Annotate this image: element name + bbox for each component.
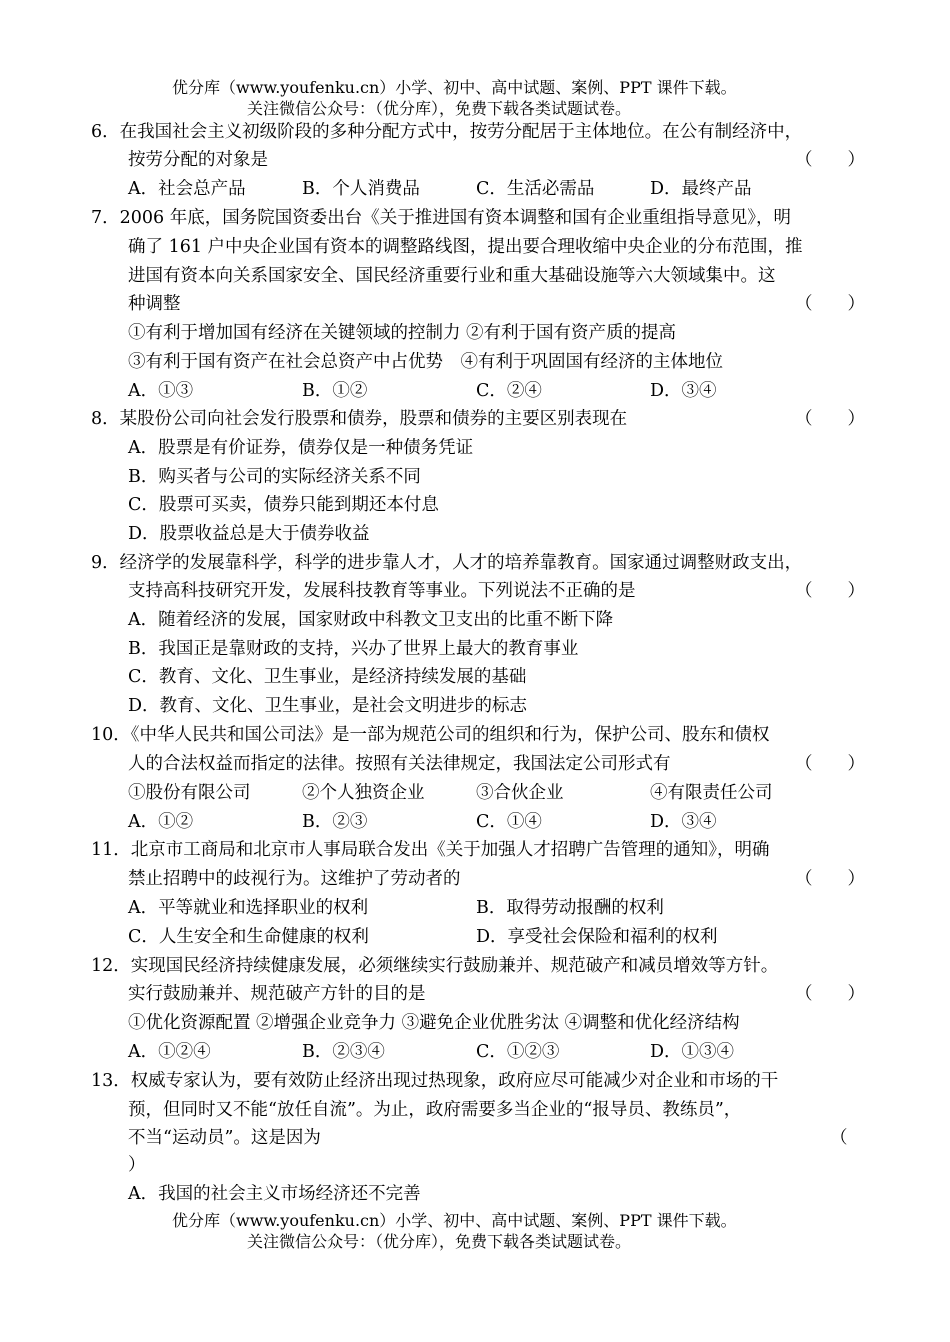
q10-option-c: C．①④: [476, 812, 542, 832]
q7-option-d: D．③④: [650, 381, 717, 401]
q6-answer-paren: （ ）: [795, 150, 865, 170]
q7-option-a: A．①③: [128, 381, 194, 401]
q13-option-a: A．我国的社会主义市场经济还不完善: [128, 1184, 421, 1204]
q7-stem-line-3: 进国有资本向关系国家安全、国民经济重要行业和重大基础设施等六大领域集中。这: [128, 266, 776, 286]
q9-answer-paren: （ ）: [795, 581, 865, 601]
q10-stem-line-1: 10．《中华人民共和国公司法》是一部为规范公司的组织和行为，保护公司、股东和债权: [91, 725, 770, 745]
q8-option-a: A．股票是有价证券，债券仅是一种债务凭证: [128, 438, 474, 458]
q7-statements-1: ①有利于增加国有经济在关键领域的控制力 ②有利于国有资产质的提高: [128, 323, 677, 343]
q11-stem-line-2: 禁止招聘中的歧视行为。这维护了劳动者的: [128, 869, 461, 889]
q12-option-b: B．②③④: [302, 1042, 385, 1062]
q6-option-d: D．最终产品: [650, 179, 752, 199]
q7-option-b: B．①②: [302, 381, 368, 401]
q11-stem-line-1: 11．北京市工商局和北京市人事局联合发出《关于加强人才招聘广告管理的通知》，明确: [91, 840, 770, 860]
q8-option-b: B．购买者与公司的实际经济关系不同: [128, 467, 421, 487]
q6-stem-line-2: 按劳分配的对象是: [128, 150, 268, 170]
q13-stem-line-3: 不当“运动员”。这是因为: [128, 1128, 321, 1148]
q13-stem-line-1: 13．权威专家认为，要有效防止经济出现过热现象，政府应尽可能减少对企业和市场的干: [91, 1071, 779, 1091]
q7-statements-2: ③有利于国有资产在社会总资产中占优势 ④有利于巩固国有经济的主体地位: [128, 352, 723, 372]
q7-stem-line-2: 确了 161 户中央企业国有资本的调整路线图，提出要合理收缩中央企业的分布范围，推: [128, 237, 803, 257]
header-line-2: 关注微信公众号：（优分库），免费下载各类试题试卷。: [247, 99, 632, 118]
footer-line-2: 关注微信公众号：（优分库），免费下载各类试题试卷。: [247, 1232, 632, 1251]
q10-stem-line-2: 人的合法权益而指定的法律。按照有关法律规定，我国法定公司形式有: [128, 754, 671, 774]
q10-answer-paren: （ ）: [795, 754, 865, 774]
q12-option-a: A．①②④: [128, 1042, 211, 1062]
header-line-1: 优分库（www.youfenku.cn）小学、初中、高中试题、案例、PPT 课件下载。: [172, 78, 737, 97]
q8-answer-paren: （ ）: [795, 409, 865, 429]
q9-option-a: A．随着经济的发展，国家财政中科教文卫支出的比重不断下降: [128, 610, 614, 630]
q7-option-c: C．②④: [476, 381, 542, 401]
q9-option-d: D．教育、文化、卫生事业，是社会文明进步的标志: [128, 696, 528, 716]
q9-option-b: B．我国正是靠财政的支持，兴办了世界上最大的教育事业: [128, 639, 579, 659]
q10-statement-3: ③合伙企业: [476, 783, 564, 803]
q10-option-b: B．②③: [302, 812, 368, 832]
footer-line-1: 优分库（www.youfenku.cn）小学、初中、高中试题、案例、PPT 课件下载。: [172, 1211, 737, 1230]
q10-statement-2: ②个人独资企业: [302, 783, 425, 803]
q8-stem-line-1: 8．某股份公司向社会发行股票和债券，股票和债券的主要区别表现在: [91, 409, 628, 429]
q12-answer-paren: （ ）: [795, 984, 865, 1004]
q6-option-c: C．生活必需品: [476, 179, 595, 199]
q13-paren-open: （: [830, 1128, 848, 1148]
q8-option-d: D．股票收益总是大于债券收益: [128, 524, 370, 544]
q10-option-d: D．③④: [650, 812, 717, 832]
q6-option-b: B．个人消费品: [302, 179, 420, 199]
q11-option-b: B．取得劳动报酬的权利: [476, 898, 664, 918]
q7-answer-paren: （ ）: [795, 294, 865, 314]
q11-option-d: D．享受社会保险和福利的权利: [476, 927, 718, 947]
q9-stem-line-1: 9．经济学的发展靠科学，科学的进步靠人才，人才的培养靠教育。国家通过调整财政支出，: [91, 553, 803, 573]
q9-stem-line-2: 支持高科技研究开发，发展科技教育等事业。下列说法不正确的是: [128, 581, 636, 601]
q12-option-d: D．①③④: [650, 1042, 735, 1062]
q10-statement-1: ①股份有限公司: [128, 783, 251, 803]
q7-stem-line-4: 种调整: [128, 294, 181, 314]
q11-option-c: C．人生安全和生命健康的权利: [128, 927, 369, 947]
q7-stem-line-1: 7．2006 年底，国务院国资委出台《关于推进国有资本调整和国有企业重组指导意见》，明: [91, 208, 791, 228]
q9-option-c: C．教育、文化、卫生事业，是经济持续发展的基础: [128, 667, 527, 687]
q11-option-a: A．平等就业和选择职业的权利: [128, 898, 369, 918]
q12-stem-line-1: 12．实现国民经济持续健康发展，必须继续实行鼓励兼并、规范破产和减员增效等方针。: [91, 956, 779, 976]
q6-option-a: A．社会总产品: [128, 179, 246, 199]
q12-option-c: C．①②③: [476, 1042, 560, 1062]
q13-paren-close: ）: [128, 1155, 146, 1175]
q12-statements: ①优化资源配置 ②增强企业竞争力 ③避免企业优胜劣汰 ④调整和优化经济结构: [128, 1013, 740, 1033]
q13-stem-line-2: 预，但同时又不能“放任自流”。为止，政府需要多当企业的“报导员、教练员”，: [128, 1100, 742, 1120]
q10-statement-4: ④有限责任公司: [650, 783, 773, 803]
q11-answer-paren: （ ）: [795, 869, 865, 889]
q8-option-c: C．股票可买卖，债券只能到期还本付息: [128, 495, 439, 515]
q10-option-a: A．①②: [128, 812, 194, 832]
q12-stem-line-2: 实行鼓励兼并、规范破产方针的目的是: [128, 984, 426, 1004]
q6-stem-line-1: 6．在我国社会主义初级阶段的多种分配方式中，按劳分配居于主体地位。在公有制经济中，: [91, 122, 803, 142]
